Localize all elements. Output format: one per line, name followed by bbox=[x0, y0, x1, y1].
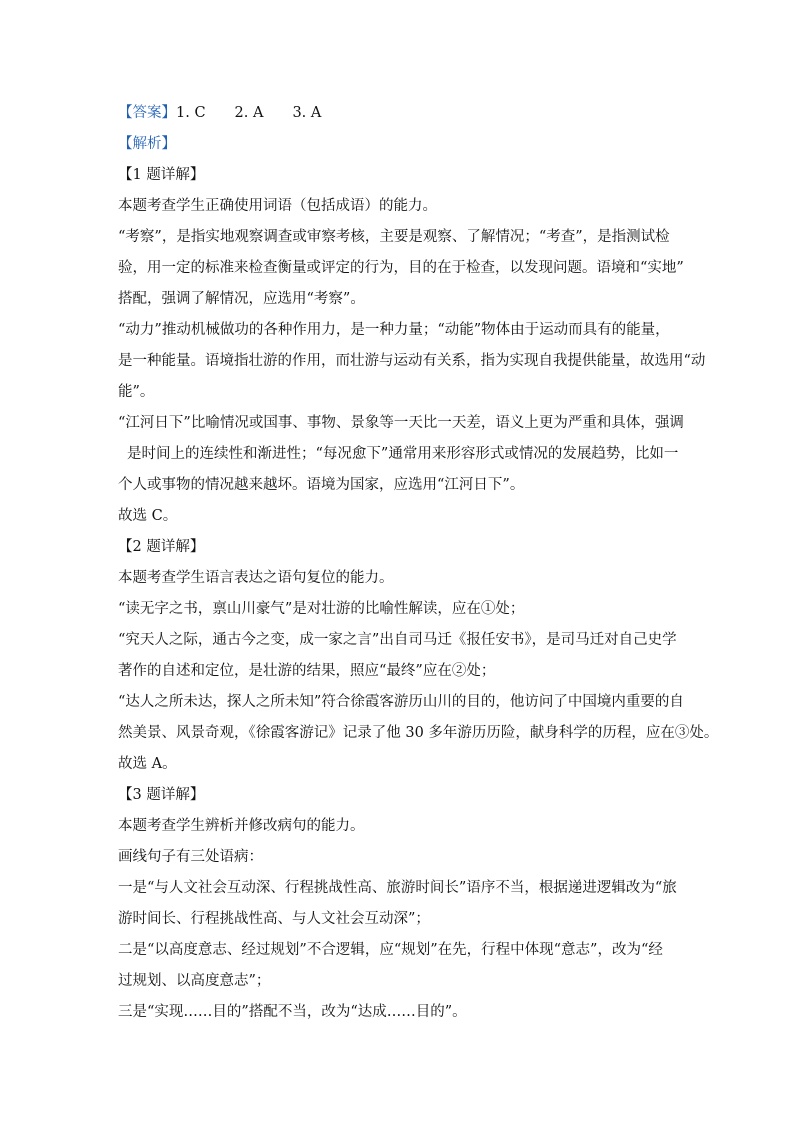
q2-paragraph-line: 然美景、风景奇观，《徐霞客游记》记录了他 30 多年游历历险，献身科学的历程，应在③处。 bbox=[118, 725, 719, 741]
q3-paragraph-line: 三是“实现……目的”搭配不当，改为“达成……目的”。 bbox=[118, 1004, 467, 1020]
q3-paragraph-line: 过规划、以高度意志”； bbox=[118, 973, 271, 989]
q3-heading: 【3 题详解】 bbox=[118, 787, 205, 803]
q1-paragraph-line: 是一种能量。语境指壮游的作用，而壮游与运动有关系，指为实现自我提供能量，故选用“动 bbox=[118, 353, 706, 369]
q2-paragraph-line: 本题考查学生语言表达之语句复位的能力。 bbox=[118, 570, 394, 586]
q1-heading: 【1 题详解】 bbox=[118, 167, 205, 183]
q3-paragraph-line: 一是“与人文社会互动深、行程挑战性高、旅游时间长”语序不当，根据递进逻辑改为“旅 bbox=[118, 880, 677, 896]
q3-paragraph-line: 本题考查学生辨析并修改病句的能力。 bbox=[118, 818, 365, 834]
answer-items: 1. C 2. A 3. A bbox=[176, 105, 322, 121]
q1-paragraph-line: 本题考查学生正确使用词语（包括成语）的能力。 bbox=[118, 198, 437, 214]
q1-paragraph-line: 验，用一定的标准来检查衡量或评定的行为，目的在于检查，以发现问题。语境和“实地” bbox=[118, 260, 684, 276]
q1-paragraph-line: 个人或事物的情况越来越坏。语境为国家，应选用“江河日下”。 bbox=[118, 477, 525, 493]
q3-paragraph-line: 游时间长、行程挑战性高、与人文社会互动深”； bbox=[118, 911, 430, 927]
analysis-tag: 【解析】 bbox=[118, 136, 176, 152]
q2-paragraph-line: “读无字之书，禀山川豪气”是对壮游的比喻性解读，应在①处； bbox=[118, 601, 525, 617]
q2-paragraph-line: 著作的自述和定位，是壮游的结果，照应“最终”应在②处； bbox=[118, 663, 496, 679]
answer-line bbox=[118, 100, 688, 126]
q1-paragraph-line: 能”。 bbox=[118, 384, 155, 400]
q1-conclusion: 故选 C。 bbox=[118, 508, 178, 524]
q1-paragraph-line: 搭配，强调了解情况，应选用“考察”。 bbox=[118, 291, 365, 307]
q1-paragraph-line: “考察”，是指实地观察调查或审察考核，主要是观察、了解情况；“考查”，是指测试检 bbox=[118, 229, 670, 245]
q2-conclusion: 故选 A。 bbox=[118, 756, 177, 772]
q3-paragraph-line: 画线句子有三处语病： bbox=[118, 849, 263, 865]
q1-paragraph-line: “江河日下”比喻情况或国事、事物、景象等一天比一天差，语义上更为严重和具体，强调 bbox=[118, 415, 684, 431]
answer-analysis-text bbox=[118, 100, 719, 1025]
q2-heading: 【2 题详解】 bbox=[118, 539, 205, 555]
q2-paragraph-line: “达人之所未达，探人之所未知”符合徐霞客游历山川的目的，他访问了中国境内重要的自 bbox=[118, 694, 684, 710]
q2-paragraph-line: “究天人之际，通古今之变，成一家之言”出自司马迁《报任安书》，是司马迁对自己史学 bbox=[118, 632, 677, 648]
answer-tag: 【答案】 bbox=[118, 105, 176, 121]
q1-paragraph-line: 是时间上的连续性和渐进性；“每况愈下”通常用来形容形式或情况的发展趋势，比如一 bbox=[127, 446, 679, 462]
q3-paragraph-line: 二是“以高度意志、经过规划”不合逻辑，应“规划”在先，行程中体现“意志”，改为“经 bbox=[118, 942, 663, 958]
q1-paragraph-line: “动力”推动机械做功的各种作用力，是一种力量；“动能”物体由于运动而具有的能量， bbox=[118, 322, 670, 338]
